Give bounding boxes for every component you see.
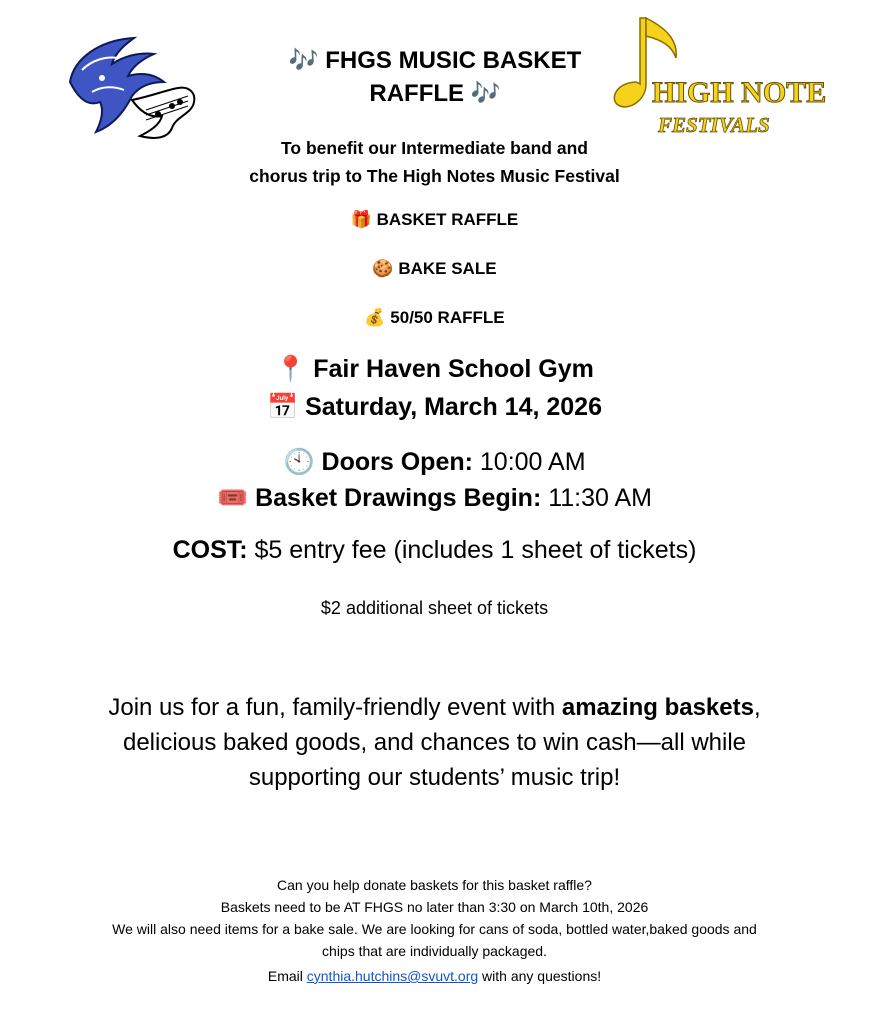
email-post: with any questions! bbox=[478, 968, 602, 984]
cost-line bbox=[0, 536, 869, 565]
subtitle-line-2: chorus trip to The High Notes Music Festival bbox=[249, 166, 620, 186]
title-line-2: RAFFLE 🎶 bbox=[369, 80, 501, 107]
venue-location: Fair Haven School Gym bbox=[313, 355, 594, 383]
footer-line-2: Baskets need to be AT FHGS no later than 3:30 on March 10th, 2026 bbox=[220, 899, 649, 915]
join-text: Join us for a fun, family-friendly event with bbox=[108, 694, 562, 721]
drawings-line bbox=[0, 480, 869, 516]
drawings-label: Basket Drawings Begin: bbox=[255, 484, 542, 512]
event-label: BAKE SALE bbox=[398, 259, 497, 278]
footer-notes bbox=[0, 874, 869, 987]
subtitle bbox=[0, 134, 869, 190]
event-date: Saturday, March 14, 2026 bbox=[305, 393, 602, 421]
event-basket-raffle bbox=[0, 210, 869, 230]
times-block bbox=[0, 444, 869, 516]
venue-block bbox=[0, 350, 869, 426]
join-line-2: delicious baked goods, and chances to win cash—all while bbox=[122, 729, 747, 756]
event-label: 50/50 RAFFLE bbox=[390, 308, 505, 327]
money-bag-icon: 💰 bbox=[364, 308, 386, 328]
cookie-icon: 🍪 bbox=[372, 259, 394, 279]
footer-line-1: Can you help donate baskets for this basket raffle? bbox=[277, 877, 592, 893]
join-line-3: supporting our students’ music trip! bbox=[248, 764, 621, 791]
join-comma: , bbox=[753, 694, 761, 721]
page-title bbox=[230, 44, 640, 110]
event-bake-sale bbox=[0, 259, 869, 279]
cost-text: $5 entry fee (includes 1 sheet of tickets) bbox=[247, 536, 697, 564]
hawk-music-logo bbox=[62, 30, 202, 145]
title-line-1: 🎶 FHGS MUSIC BASKET bbox=[288, 47, 582, 74]
footer-email-line bbox=[0, 965, 869, 987]
venue-line bbox=[0, 350, 869, 388]
subtitle-line-1: To benefit our Intermediate band and bbox=[281, 138, 588, 158]
drawings-time: 11:30 AM bbox=[541, 484, 652, 512]
ticket-icon: 🎟️ bbox=[217, 483, 249, 512]
logo-text-festivals: FESTIVALS bbox=[658, 113, 770, 137]
doors-line bbox=[0, 444, 869, 480]
footer-line-3: We will also need items for a bake sale. We are looking for cans of soda, bottled water,baked goods and bbox=[112, 921, 757, 937]
gift-icon: 🎁 bbox=[350, 210, 372, 230]
logo-text-high-note: HIGH NOTE bbox=[652, 76, 827, 109]
event-5050-raffle bbox=[0, 308, 869, 328]
date-line bbox=[0, 388, 869, 426]
email-link[interactable]: cynthia.hutchins@svuvt.org bbox=[306, 968, 479, 984]
cost-label: COST: bbox=[172, 536, 248, 564]
additional-tickets: $2 additional sheet of tickets bbox=[320, 598, 549, 618]
doors-label: Doors Open: bbox=[321, 448, 473, 476]
join-line-1 bbox=[0, 690, 869, 725]
join-bold: amazing baskets bbox=[561, 694, 754, 721]
footer-line-4: chips that are individually packaged. bbox=[322, 943, 547, 959]
doors-time: 10:00 AM bbox=[472, 448, 586, 476]
email-pre: Email bbox=[267, 968, 307, 984]
join-paragraph bbox=[0, 690, 869, 795]
clock-icon: 🕙 bbox=[283, 447, 315, 476]
pin-icon: 📍 bbox=[275, 354, 307, 383]
calendar-icon: 📅 bbox=[266, 392, 299, 421]
event-label: BASKET RAFFLE bbox=[376, 210, 519, 229]
